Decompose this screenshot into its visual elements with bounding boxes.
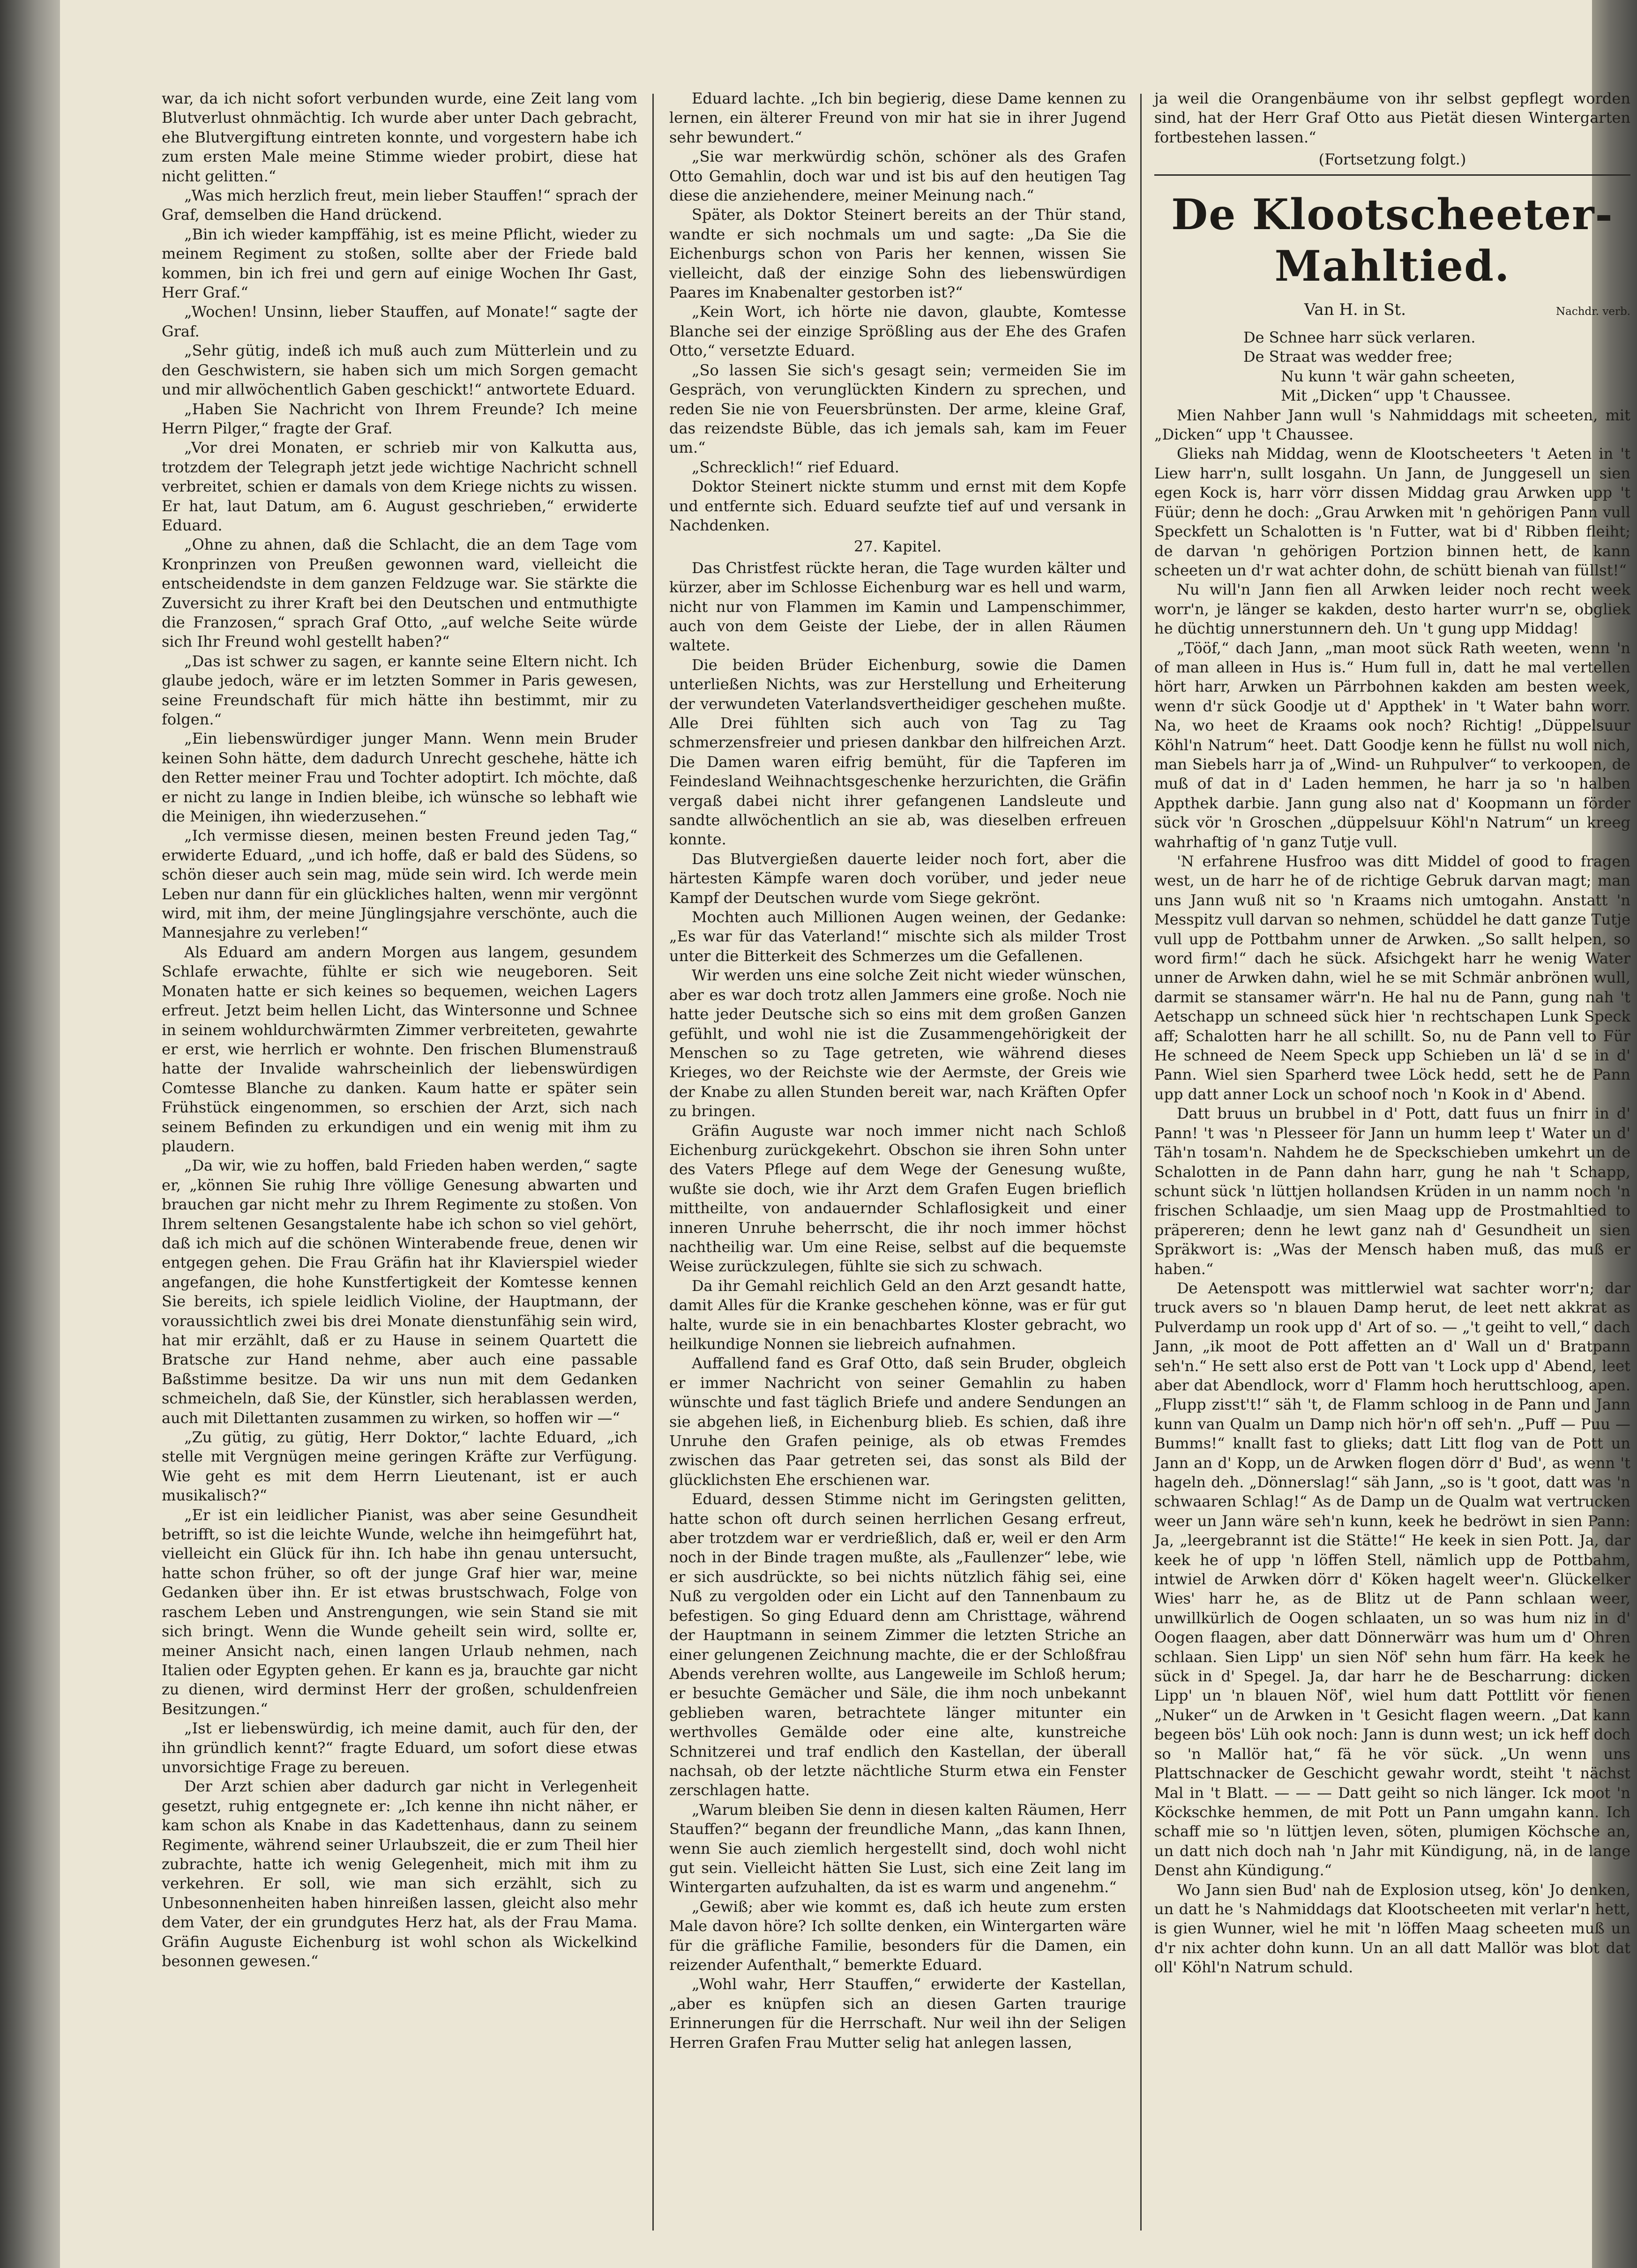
paragraph: De Aetenspott was mittlerwiel wat sachter worr'n; dar truck avers so 'n blauen Damp herut, de leet nett akkrat as Pulverdamp un rook upp d' Art of so. — „'t geiht to vell,“ dach Jann, „ik moot de Pott affetten an d' Wall un d' Bratpann seh'n.“ He sett also erst de Pott van 't Lock upp d' Abend, leet aber dat Abendlock, worr d' Flamm hoch heruttschloog, apen. „Flupp zisst't!“ säh 't, de Flamm schloog in de Pann und Jann kunn van Qualm un Damp nich hör'n off seh'n. „Puff — Puu — Bumms!“ knallt fast to glieks; datt Litt flog van de Pott un Jann an d' Kopp, un de Arwken flogen dörr d' Bud', as wenn 't hageln deh. „Dönnerslag!“ säh Jann, „so is 't goot, datt was 'n schwaaren Schlag!“ As de Damp un de Qualm wat vertrucken weer un Jann wäre seh'n kunn, keek he bedröwt in sien Pann: Ja, „leergebrannt ist die Stätte!“ He keek in sien Pott. Ja, dar keek he of upp 'n löffen Stell, nämlich upp de Pottbahm, intwiel de Arwken dörr d' Köken hagelt weer'n. Glückelker Wies' harr he, as de Blitz ut de Pann schlaan weer, unwillkürlich de Oogen schlaaten, un so was hum niz in d' Oogen flaagen, aber datt Dönnerwärr was hum um d' Ohren schlaan. Sien Lipp' un sien Nöf' sehn hum färr. Ha keek he sück in d' Spegel. Ja, dar harr he de Bescharrung: dicken Lipp' un 'n blauen Nöf', wiel hum datt Pottlitt vör fienen „Nuker“ un de Arwken in 't Gesicht flagen weern. „Dat kann begeen bös' Lüh ook noch: Jann is dunn west; un ick heff doch so 'n Mallör hat,“ fä he vör sück. „Un wenn uns Plattschnacker de Geschicht gewahr wordt, steiht 't nächst Mal in 't Blatt. — — — Datt geiht so nich länger. Ick moot 'n Köckschke hemmen, de mit Pott un Pann umgahn kann. Ich schaff mie so 'n lüttjen leven, söten, plumigen Köchsche an, un datt nich doch nah 'n Jahr mit Kündigung, nä, in de lange Denst ahn Kündigung.“ — [1154, 1279, 1630, 1880]
byline — [1154, 300, 1630, 321]
paragraph: Da ihr Gemahl reichlich Geld an den Arzt gesandt hatte, damit Alles für die Kranke geschehen könne, was er für gut halte, wurde sie in ein benachbartes Kloster gebracht, wo heilkundige Nonnen sie liebreich aufnahmen. — [669, 1276, 1126, 1353]
paragraph: Mien Nahber Jann wull 's Nahmiddags mit scheeten, mit „Dicken“ upp 't Chaussee. — [1154, 406, 1630, 444]
column-3 — [1154, 89, 1630, 2249]
paragraph: „Ein liebenswürdiger junger Mann. Wenn mein Bruder keinen Sohn hätte, dem dadurch Unrecht geschehe, hätte ich den Retter meiner Frau und Tochter adoptirt. Ich möchte, daß er nicht zu lange in Indien bleibe, ich wünsche so lebhaft wie die Meinigen, ihn wiederzusehen.“ — [162, 730, 637, 826]
paragraph: „Das ist schwer zu sagen, er kannte seine Eltern nicht. Ich glaube jedoch, wäre er im letzten Sommer in Paris gewesen, seine Freundschaft für mich hätte ihn bestimmt, mir zu folgen.“ — [162, 652, 637, 728]
paragraph: Gräfin Auguste war noch immer nicht nach Schloß Eichenburg zurückgekehrt. Obschon sie ihren Sohn unter des Vaters Pflege auf dem Wege der Genesung wußte, wußte sie doch, wie ihr Arzt dem Grafen Eugen brieflich mittheilte, von andauernder Schlaflosigkeit und einer inneren Unruhe beherrscht, die ihr noch immer höchst nachtheilig war. Um eine Reise, selbst auf die bequemste Weise zurückzulegen, fühlte sie sich zu schwach. — [669, 1121, 1126, 1276]
paragraph: „Er ist ein leidlicher Pianist, was aber seine Gesundheit betrifft, so ist die leichte Wunde, welche ihn heimgeführt hat, vielleicht ein Glück für ihn. Ich habe ihn genau untersucht, hatte schon früher, so oft der junge Graf hier war, meine Gedanken über ihn. Er ist etwas brustschwach, Folge von raschem Leben und Anstrengungen, wie sein Stand sie mit sich bringt. Wenn die Wunde geheilt sein wird, sollte er, meiner Ansicht nach, einen langen Urlaub nehmen, nach Italien oder Egypten gehen. Er kann es ja, brauchte gar nicht zu dienen, wird derminst Herr der großen, schuldenfreien Besitzungen.“ — [162, 1506, 637, 1718]
paragraph: Das Christfest rückte heran, die Tage wurden kälter und kürzer, aber im Schlosse Eichenburg war es hell und warm, nicht nur von Flammen im Kamin und Lampenschimmer, auch von dem Geiste der Liebe, der in allen Räumen waltete. — [669, 559, 1126, 655]
paragraph: „Bin ich wieder kampffähig, ist es meine Pflicht, wieder zu meinem Regiment zu stoßen, sollte aber der Friede bald kommen, bin ich frei und gern auf einige Wochen Ihr Gast, Herr Graf.“ — [162, 225, 637, 302]
column-1 — [162, 89, 637, 2249]
paragraph: „Gewiß; aber wie kommt es, daß ich heute zum ersten Male davon höre? Ich sollte denken, ein Wintergarten wäre für die gräfliche Familie, besonders für die Damen, ein reizender Aufenthalt,“ bemerkte Eduard. — [669, 1897, 1126, 1974]
paragraph: „Sie war merkwürdig schön, schöner als des Grafen Otto Gemahlin, doch war und ist bis auf den heutigen Tag diese die anziehendere, meiner Meinung nach.“ — [669, 148, 1126, 205]
verse — [1154, 328, 1630, 406]
paragraph: Als Eduard am andern Morgen aus langem, gesundem Schlafe erwachte, fühlte er sich wie neugeboren. Seit Monaten hatte er sich keines so bequemen, weichen Lagers erfreut. Jetzt beim hellen Licht, das Wintersonne und Schnee in seinem wohldurchwärmten Zimmer verbreiteten, gewahrte er erst, wie herrlich er wohnte. Den frischen Blumenstrauß hatte der Invalide wahrscheinlich der liebenswürdigen Comtesse Blanche zu danken. Kaum hatte er später sein Frühstück eingenommen, so erschien der Arzt, sich nach seinem Befinden zu erkundigen und ein wenig mit ihm zu plaudern. — [162, 943, 637, 1155]
paragraph: „Zu gütig, zu gütig, Herr Doktor,“ lachte Eduard, „ich stelle mit Vergnügen meine geringen Kräfte zur Verfügung. Wie geht es mit dem Herrn Lieutenant, ist er auch musikalisch?“ — [162, 1428, 637, 1505]
paragraph: Eduard, dessen Stimme nicht im Geringsten gelitten, hatte schon oft durch seinen herrlichen Gesang erfreut, aber trotzdem war er verdrießlich, daß er, weil er den Arm noch in der Binde tragen mußte, als „Faullenzer“ lebe, wie er sich ausdrückte, so bei nichts nützlich fähig sei, eine Nuß zu vergolden oder ein Licht auf den Tannenbaum zu befestigen. So ging Eduard denn am Christtage, während der Hauptmann in seinem Zimmer die letzten Striche an einer gelungenen Zeichnung machte, die er der Schloßfrau Abends verehren wollte, aus Langeweile im Schloß herum; er besuchte Gemächer und Säle, die ihm noch unbekannt geblieben waren, betrachtete länger mitunter ein werthvolles Gemälde oder eine alte, kunstreiche Schnitzerei und traf endlich den Kastellan, der überall nachsah, ob der letzte nächtliche Sturm etwa ein Fenster zerschlagen hatte. — [669, 1490, 1126, 1799]
verse-line: Mit „Dicken“ upp 't Chaussee. — [1281, 387, 1511, 405]
book-edge-left — [0, 0, 60, 2268]
paragraph: „Ich vermisse diesen, meinen besten Freund jeden Tag,“ erwiderte Eduard, „und ich hoffe, daß er bald des Südens, so schön dieser auch sein mag, müde sein wird. Ich werde mein Leben nur dann für ein glückliches halten, wenn mir vergönnt wird, mit ihm, der meine Jünglingsjahre verschönte, auch die Mannesjahre zu verleben!“ — [162, 827, 637, 942]
paragraph: „Was mich herzlich freut, mein lieber Stauffen!“ sprach der Graf, demselben die Hand drückend. — [162, 187, 637, 224]
paragraph: „Schrecklich!“ rief Eduard. — [692, 458, 899, 476]
paragraph: Die beiden Brüder Eichenburg, sowie die Damen unterließen Nichts, was zur Herstellung und Erheiterung der verwundeten Vaterlandsvertheidiger geschehen mußte. Alle Drei fühlten sich auch von Tag zu Tag schmerzensfreier und priesen dankbar den hilfreichen Arzt. Die Damen waren eifrig bemüht, für die Tapferen im Feindesland Weihnachtsgeschenke herzurichten, die Gräfin vergaß dabei nicht ihrer gefangenen Landsleute und sandte allwöchentlich an sie ab, was dieselben erfreuen konnte. — [669, 656, 1126, 849]
paragraph: „Haben Sie Nachricht von Ihrem Freunde? Ich meine Herrn Pilger,“ fragte der Graf. — [162, 400, 637, 437]
story-continuation: ja weil die Orangenbäume von ihr selbst gepflegt worden sind, hat der Herr Graf Otto aus Pietät diesen Wintergarten fortbestehen lassen.“ — [1154, 90, 1630, 146]
paragraph: 'N erfahrene Husfroo was ditt Middel of good to fragen west, un de harr he of de richtige Gebruk darvan magt; man uns Jann wuß nit so 'n Kraams nich umtogahn. Anstatt 'n Messpitz vull darvan so nehmen, schüddel he datt ganze Tutje vull upp de Pottbahm unner de Arwken. „So sallt helpen, so word firm!“ dach he sück. Afsichgekt harr he wenig Water unner de Arwken dahn, wiel he se mit Schmär anbrönen wull, darmit se stansamer wärr'n. He hal nu de Pann, gung nah 't Aetschapp un schneed sück hier 'n rechtschapen Lunk Speck aff; Schalotten harr he all schillt. So, nu de Pann vell to Für He schneed de Neem Speck upp Schieben un lä' d se in d' Pann. Wiel sien Sparherd twee Löck hedd, sett he de Pann upp datt anner Lock un schoof noch 'n Kook in d' Abend. — [1154, 852, 1630, 1103]
column-rule-1 — [652, 94, 654, 2231]
paragraph: Datt bruus un brubbel in d' Pott, datt fuus un fnirr in d' Pann! 't was 'n Plesseer för Jann un humm leep t' Water un d' Täh'n tosam'n. Nahdem he de Speckschieben umkehrt un de Schalotten in de Pann dahn harr, gung he nah 't Schapp, schunt sück 'n lüttjen hollandsen Krüden in un namm noch 'n frischen Schlaadje, um sien Maag upp de Prostmahltied to präpereren; denn he lewt ganz nah d' Gesundheit un sien Spräkwort is: „Was der Mensch haben muß, das muß er haben.“ — [1154, 1104, 1630, 1278]
author: Van H. in St. — [1304, 300, 1406, 319]
paragraph: „Tööf,“ dach Jann, „man moot sück Rath weeten, wenn 'n of man alleen in Hus is.“ Hum full in, datt he mal vertellen hört harr, Arwken un Pärrbohnen kakden am besten week, wenn d'r sück Goodje ut d' Appthek' in 't Water bahn worr. Na, wo heet de Kraams ook noch? Richtig! „Düppelsuur Köhl'n Natrum“ heet. Datt Goodje kenn he füllst nu woll nich, man Siebels harr ja of „Wind- un Ruhpulver“ to verkoopen, de muß of dat in d' Laden hemmen, he harr ja so 'n halben Appthek darbie. Jann gung also nat d' Koopmann un förder sück vör 'n Groschen „düppelsuur Köhl'n Natrum“ un kreeg wahrhaftig of 'n ganz Tutje vull. — [1154, 639, 1630, 851]
paragraph: Nu will'n Jann fien all Arwken leider noch recht week worr'n, je länger se kakden, desto harter wurr'n se, obgliek he düchtig unnerstunnern deh. Un 't gung upp Middag! — [1154, 581, 1630, 638]
paragraph: Das Blutvergießen dauerte leider noch fort, aber die härtesten Kämpfe waren doch vorüber, und jeder neue Kampf der Deutschen wurde vom Siege gekrönt. — [669, 850, 1126, 907]
paragraph: „Ist er liebenswürdig, ich meine damit, auch für den, der ihn gründlich kennt?“ fragte Eduard, um sofort diese etwas unvorsichtige Frage zu bereuen. — [162, 1719, 637, 1776]
paragraph: Später, als Doktor Steinert bereits an der Thür stand, wandte er sich nochmals um und sagte: „Da Sie die Eichenburgs schon von Paris her kennen, wissen Sie vielleicht, daß der einzige Sohn des liebenswürdigen Paares im Knabenalter gestorben ist?“ — [669, 206, 1126, 302]
paragraph: war, da ich nicht sofort verbunden wurde, eine Zeit lang vom Blutverlust ohnmächtig. Ich wurde aber unter Dach gebracht, ehe Blutvergiftung eintreten konnte, und vorgestern habe ich zum ersten Male meine Stimme wieder probirt, diese hat nicht gelitten.“ — [162, 90, 637, 185]
paragraph: Mochten auch Millionen Augen weinen, der Gedanke: „Es war für das Vaterland!“ mischte sich als milder Trost unter die Bitterkeit des Schmerzes um die Gefallenen. — [669, 908, 1126, 965]
paragraph: „Sehr gütig, indeß ich muß auch zum Mütterlein und zu den Geschwistern, sie haben sich um mich Sorgen gemacht und mir allwöchentlich Gaben geschickt!“ antwortete Eduard. — [162, 342, 637, 399]
paragraph: „Ohne zu ahnen, daß die Schlacht, die an dem Tage vom Kronprinzen von Preußen gewonnen ward, vielleicht die entscheidendste in dem ganzen Feldzuge war. Sie stärkte die Zuversicht zu ihrer Kraft bei den Deutschen und entmuthigte die Franzosen,“ sprach Graf Otto, „auf welche Seite würde sich Ihr Freund wohl gestellt haben?“ — [162, 536, 637, 651]
paragraph: „Wochen! Unsinn, lieber Stauffen, auf Monate!“ sagte der Graf. — [162, 303, 637, 340]
paragraph: „Wohl wahr, Herr Stauffen,“ erwiderte der Kastellan, „aber es knüpfen sich an diesen Garten traurige Erinnerungen für die Herrschaft. Nur weil ihn der Seligen Herren Grafen Frau Mutter selig hat anlegen lassen, — [669, 1975, 1126, 2052]
paragraph: „Warum bleiben Sie denn in diesen kalten Räumen, Herr Stauffen?“ begann der freundliche Mann, „das kann Ihnen, wenn Sie auch ziemlich hergestellt sind, doch wohl nicht gut sein. Vielleicht hätten Sie Lust, sich eine Zeit lang im Wintergarten aufzuhalten, da ist es warm und angenehm.“ — [669, 1800, 1126, 1896]
paragraph: Doktor Steinert nickte stumm und ernst mit dem Kopfe und entfernte sich. Eduard seufzte tief auf und versank in Nachdenken. — [669, 477, 1126, 534]
newspaper-page — [60, 0, 1630, 2268]
reprint-note: Nachdr. verb. — [1556, 305, 1630, 318]
verse-line: De Schnee harr sück verlaren. — [1243, 328, 1476, 347]
chapter-heading: 27. Kapitel. — [854, 537, 942, 556]
paragraph: Eduard lachte. „Ich bin begierig, diese Dame kennen zu lernen, ein älterer Freund von mir hat sie in ihrer Jugend sehr bewundert.“ — [669, 90, 1126, 146]
paragraph: „Kein Wort, ich hörte nie davon, glaubte, Komtesse Blanche sei der einzige Sprößling aus der Ehe des Grafen Otto,“ versetzte Eduard. — [669, 303, 1126, 360]
column-rule-2 — [1140, 94, 1142, 2231]
verse-line: De Straat was wedder free; — [1243, 348, 1453, 366]
verse-line: Nu kunn 't wär gahn scheeten, — [1281, 367, 1516, 385]
paragraph: Auffallend fand es Graf Otto, daß sein Bruder, obgleich er immer Nachricht von seiner Gemahlin zu haben wünschte und fast täglich Briefe und andere Sendungen an sie abgehen ließ, in Eichenburg blieb. Es schien, daß ihre Unruhe den Grafen peinige, als ob etwas Fremdes zwischen das Paar getreten sei, das sonst als Bild der glücklichsten Ehe erschienen war. — [669, 1354, 1126, 1489]
paragraph: Der Arzt schien aber dadurch gar nicht in Verlegenheit gesetzt, ruhig entgegnete er: „Ich kenne ihn nicht näher, er kam schon als Knabe in das Kadettenhaus, dann zu seinem Regimente, während seiner Urlaubszeit, die er zum Theil hier zubrachte, hatte ich wenig Gelegenheit, mich mit ihm zu verkehren. Er soll, wie man sich erzählt, sich zu Unbesonnenheiten haben hinreißen lassen, gleicht also mehr dem Vater, der ein grundgutes Herz hat, als der Frau Mama. Gräfin Auguste Eichenburg ist wohl schon als Wickelkind besonnen gewesen.“ — [162, 1777, 637, 1970]
paragraph: Wo Jann sien Bud' nah de Explosion utseg, kön' Jo denken, un datt he 's Nahmiddags dat Klootscheeten mit verlar'n hett, is gien Wunner, wiel he mit 'n löffen Maag scheeten muß un d'r nix achter dohn kunn. Un an all datt Mallör was blot dat oll' Köhl'n Natrum schuld. — [1154, 1880, 1630, 1977]
paragraph: „Vor drei Monaten, er schrieb mir von Kalkutta aus, trotzdem der Telegraph jetzt jede wichtige Nachricht schnell verbreitet, schien er damals von dem Kriege nichts zu wissen. Er hat, laut Datum, am 6. August geschrieben,“ erwiderte Eduard. — [162, 439, 637, 534]
column-2 — [669, 89, 1126, 2249]
paragraph: Glieks nah Middag, wenn de Klootscheeters 't Aeten in 't Liew harr'n, sullt losgahn. Un Jann, de Junggesell un sien egen Kock is, harr vörr dissen Middag grau Arwken upp 't Füür; denn he doch: „Grau Arwken mit 'n gehörigen Pann vull Speckfett un Schalotten is 'n Futter, wat bi d' Ribben fleiht; de darvan 'n gehörigen Portzion binnen hett, de kann scheeten un d'r wat achter dohn, de schütt bienah van füllst!“ — [1154, 445, 1630, 579]
poem-title: De Klootscheeter-Mahltied. — [1171, 189, 1614, 291]
section-divider — [1154, 174, 1630, 176]
paragraph: „So lassen Sie sich's gesagt sein; vermeiden Sie im Gespräch, von verunglückten Kindern zu sprechen, und reden Sie nie von Feuersbrünsten. Der arme, kleine Graf, das reizendste Büble, das ich jemals sah, kam im Feuer um.“ — [669, 361, 1126, 457]
paragraph: Wir werden uns eine solche Zeit nicht wieder wünschen, aber es war doch trotz allen Jammers eine große. Noch nie hatte jeder Deutsche sich so eins mit dem großen Ganzen gefühlt, und wohl nie ist die Zusammengehörigkeit der Menschen so zu Tage getreten, wie während dieses Krieges, wo der Reichste wie der Aermste, der Greis wie der Knabe zu allen Stunden bereit war, nach Kräften Opfer zu bringen. — [669, 966, 1126, 1120]
continued-note: (Fortsetzung folgt.) — [1318, 150, 1466, 169]
paragraph: „Da wir, wie zu hoffen, bald Frieden haben werden,“ sagte er, „können Sie ruhig Ihre völlige Genesung abwarten und brauchen gar nicht mehr zu Ihrem Regimente zu stoßen. Von Ihrem seltenen Gesangstalente habe ich schon so viel gehört, daß ich mich auf die schönen Winterabende freue, denen wir entgegen gehen. Die Frau Gräfin hat ihr Klavierspiel wieder angefangen, die hohe Kunstfertigkeit der Komtesse kennen Sie bereits, ich spiele leidlich Violine, der Hauptmann, der voraussichtlich zwei bis drei Monate dienstunfähig sein wird, hat mir erzählt, daß er zu Hause in seinem Quartett die Bratsche zur Hand nehme, aber auch eine passable Baßstimme besitze. Da wir uns nun mit dem Gedanken schmeicheln, daß Sie, der Künstler, sich herablassen werden, auch mit Dilettanten zusammen zu wirken, so hoffen wir —“ — [162, 1156, 637, 1427]
